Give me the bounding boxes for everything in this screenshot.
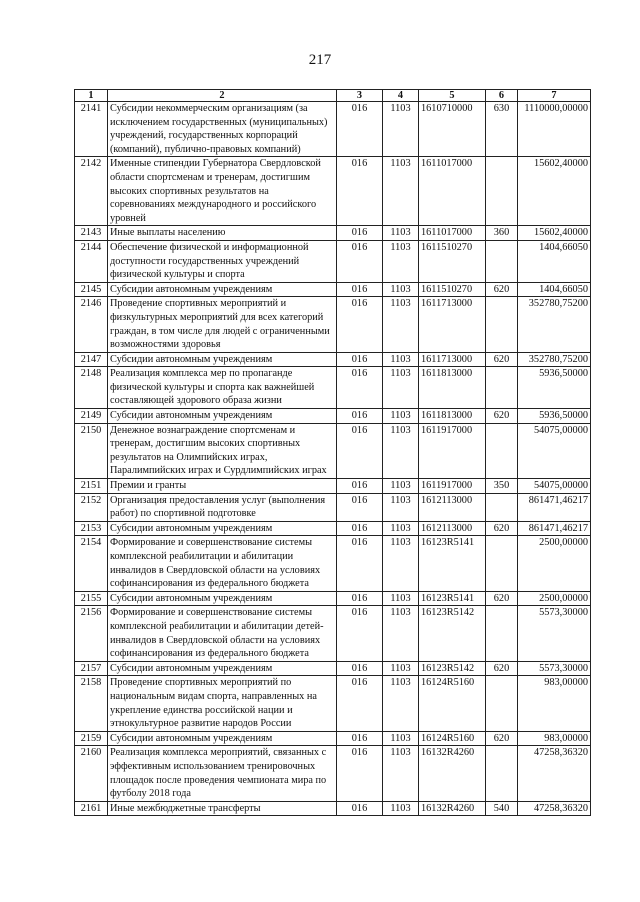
table-row	[75, 676, 591, 731]
expense-type-cell: 620	[486, 521, 518, 536]
row-number-cell: 2152	[75, 493, 108, 521]
ministry-code-cell: 016	[337, 226, 383, 241]
expense-type-cell	[486, 493, 518, 521]
table-row	[75, 591, 591, 606]
item-name-cell: Обеспечение физической и информационной доступности государственных учреждений физической культуры и спорта	[108, 240, 337, 282]
item-name-cell: Субсидии автономным учреждениям	[108, 661, 337, 676]
amount-cell: 1110000,00000	[518, 102, 591, 157]
amount-cell: 983,00000	[518, 731, 591, 746]
item-name-cell: Проведение спортивных мероприятий по национальным видам спорта, направленных на укрепление единства российской нации и этнокультурное развитие народов России	[108, 676, 337, 731]
expense-type-cell	[486, 157, 518, 226]
section-code-cell: 1103	[383, 746, 419, 801]
target-article-cell: 16123R5142	[419, 606, 486, 661]
table-row	[75, 479, 591, 494]
row-number-cell: 2141	[75, 102, 108, 157]
expense-type-cell: 620	[486, 282, 518, 297]
table-row	[75, 367, 591, 409]
row-number-cell: 2142	[75, 157, 108, 226]
ministry-code-cell: 016	[337, 661, 383, 676]
amount-cell: 5936,50000	[518, 409, 591, 424]
ministry-code-cell: 016	[337, 731, 383, 746]
target-article-cell: 1611713000	[419, 297, 486, 352]
amount-cell: 352780,75200	[518, 297, 591, 352]
expense-type-cell: 350	[486, 479, 518, 494]
item-name-cell: Субсидии некоммерческим организациям (за исключением государственных (муниципальных) учреждений, государственных корпораций (компаний), публично-правовых компаний)	[108, 102, 337, 157]
row-number-cell: 2147	[75, 352, 108, 367]
section-code-cell: 1103	[383, 731, 419, 746]
target-article-cell: 1611813000	[419, 367, 486, 409]
amount-cell: 5573,30000	[518, 661, 591, 676]
section-code-cell: 1103	[383, 606, 419, 661]
section-code-cell: 1103	[383, 157, 419, 226]
expense-type-cell: 540	[486, 801, 518, 816]
item-name-cell: Проведение спортивных мероприятий и физкультурных мероприятий для всех категорий граждан, в том числе для людей с ограниченными возможностями здоровья	[108, 297, 337, 352]
table-row	[75, 240, 591, 282]
amount-cell: 983,00000	[518, 676, 591, 731]
ministry-code-cell: 016	[337, 409, 383, 424]
table-row	[75, 102, 591, 157]
target-article-cell: 1611017000	[419, 226, 486, 241]
item-name-cell: Субсидии автономным учреждениям	[108, 521, 337, 536]
expense-type-cell	[486, 367, 518, 409]
target-article-cell: 1612113000	[419, 493, 486, 521]
target-article-cell: 1611813000	[419, 409, 486, 424]
section-code-cell: 1103	[383, 801, 419, 816]
section-code-cell: 1103	[383, 297, 419, 352]
section-code-cell: 1103	[383, 536, 419, 591]
target-article-cell: 1611917000	[419, 479, 486, 494]
table-row	[75, 746, 591, 801]
expense-type-cell: 620	[486, 661, 518, 676]
header-cell: 2	[108, 90, 337, 102]
header-cell: 5	[419, 90, 486, 102]
target-article-cell: 16132R4260	[419, 801, 486, 816]
ministry-code-cell: 016	[337, 521, 383, 536]
row-number-cell: 2149	[75, 409, 108, 424]
amount-cell: 15602,40000	[518, 226, 591, 241]
ministry-code-cell: 016	[337, 157, 383, 226]
item-name-cell: Субсидии автономным учреждениям	[108, 282, 337, 297]
header-cell: 4	[383, 90, 419, 102]
row-number-cell: 2158	[75, 676, 108, 731]
header-cell: 1	[75, 90, 108, 102]
item-name-cell: Премии и гранты	[108, 479, 337, 494]
ministry-code-cell: 016	[337, 479, 383, 494]
header-cell: 6	[486, 90, 518, 102]
row-number-cell: 2153	[75, 521, 108, 536]
ministry-code-cell: 016	[337, 240, 383, 282]
target-article-cell: 16124R5160	[419, 731, 486, 746]
expense-type-cell: 620	[486, 731, 518, 746]
ministry-code-cell: 016	[337, 536, 383, 591]
expense-type-cell	[486, 746, 518, 801]
item-name-cell: Иные выплаты населению	[108, 226, 337, 241]
target-article-cell: 16124R5160	[419, 676, 486, 731]
item-name-cell: Денежное вознаграждение спортсменам и тренерам, достигшим высоких спортивных результатов на Олимпийских играх, Паралимпийских играх и Сурдлимпийских играх	[108, 423, 337, 478]
amount-cell: 861471,46217	[518, 493, 591, 521]
item-name-cell: Реализация комплекса мер по пропаганде физической культуры и спорта как важнейшей составляющей здорового образа жизни	[108, 367, 337, 409]
table-row	[75, 536, 591, 591]
amount-cell: 47258,36320	[518, 746, 591, 801]
target-article-cell: 1610710000	[419, 102, 486, 157]
target-article-cell: 16123R5142	[419, 661, 486, 676]
expense-type-cell	[486, 676, 518, 731]
amount-cell: 1404,66050	[518, 282, 591, 297]
row-number-cell: 2156	[75, 606, 108, 661]
section-code-cell: 1103	[383, 282, 419, 297]
row-number-cell: 2154	[75, 536, 108, 591]
section-code-cell: 1103	[383, 479, 419, 494]
ministry-code-cell: 016	[337, 423, 383, 478]
section-code-cell: 1103	[383, 367, 419, 409]
item-name-cell: Формирование и совершенствование системы комплексной реабилитации и абилитации детей-инвалидов в Свердловской области на условиях софинансирования из федерального бюджета	[108, 606, 337, 661]
target-article-cell: 1611510270	[419, 240, 486, 282]
ministry-code-cell: 016	[337, 297, 383, 352]
item-name-cell: Субсидии автономным учреждениям	[108, 352, 337, 367]
row-number-cell: 2157	[75, 661, 108, 676]
section-code-cell: 1103	[383, 240, 419, 282]
item-name-cell: Иные межбюджетные трансферты	[108, 801, 337, 816]
section-code-cell: 1103	[383, 676, 419, 731]
expense-type-cell	[486, 606, 518, 661]
table-row	[75, 352, 591, 367]
header-cell: 7	[518, 90, 591, 102]
row-number-cell: 2151	[75, 479, 108, 494]
row-number-cell: 2148	[75, 367, 108, 409]
page-number: 217	[308, 52, 332, 68]
section-code-cell: 1103	[383, 226, 419, 241]
table-row	[75, 661, 591, 676]
ministry-code-cell: 016	[337, 801, 383, 816]
table-row	[75, 801, 591, 816]
amount-cell: 2500,00000	[518, 536, 591, 591]
amount-cell: 861471,46217	[518, 521, 591, 536]
expense-type-cell: 620	[486, 591, 518, 606]
ministry-code-cell: 016	[337, 367, 383, 409]
row-number-cell: 2143	[75, 226, 108, 241]
expense-type-cell: 620	[486, 409, 518, 424]
ministry-code-cell: 016	[337, 746, 383, 801]
target-article-cell: 1612113000	[419, 521, 486, 536]
item-name-cell: Именные стипендии Губернатора Свердловской области спортсменам и тренерам, достигшим высоких спортивных результатов на соревнованиях международного и российского уровней	[108, 157, 337, 226]
section-code-cell: 1103	[383, 661, 419, 676]
row-number-cell: 2144	[75, 240, 108, 282]
row-number-cell: 2155	[75, 591, 108, 606]
row-number-cell: 2146	[75, 297, 108, 352]
ministry-code-cell: 016	[337, 102, 383, 157]
target-article-cell: 16132R4260	[419, 746, 486, 801]
table-row	[75, 409, 591, 424]
expense-type-cell: 630	[486, 102, 518, 157]
target-article-cell: 1611017000	[419, 157, 486, 226]
table-row	[75, 282, 591, 297]
item-name-cell: Субсидии автономным учреждениям	[108, 591, 337, 606]
expense-type-cell	[486, 297, 518, 352]
ministry-code-cell: 016	[337, 606, 383, 661]
amount-cell: 15602,40000	[518, 157, 591, 226]
expense-type-cell	[486, 423, 518, 478]
amount-cell: 5573,30000	[518, 606, 591, 661]
target-article-cell: 1611917000	[419, 423, 486, 478]
item-name-cell: Формирование и совершенствование системы комплексной реабилитации и абилитации инвалидов в Свердловской области на условиях софинансирования из федерального бюджета	[108, 536, 337, 591]
item-name-cell: Субсидии автономным учреждениям	[108, 409, 337, 424]
item-name-cell: Субсидии автономным учреждениям	[108, 731, 337, 746]
ministry-code-cell: 016	[337, 493, 383, 521]
item-name-cell: Реализация комплекса мероприятий, связанных с эффективным использованием тренировочных площадок после проведения чемпионата мира по футболу 2018 года	[108, 746, 337, 801]
table-row	[75, 226, 591, 241]
table-row	[75, 606, 591, 661]
section-code-cell: 1103	[383, 102, 419, 157]
amount-cell: 54075,00000	[518, 423, 591, 478]
table-row	[75, 493, 591, 521]
table-row	[75, 157, 591, 226]
section-code-cell: 1103	[383, 352, 419, 367]
ministry-code-cell: 016	[337, 676, 383, 731]
expense-type-cell	[486, 240, 518, 282]
row-number-cell: 2160	[75, 746, 108, 801]
target-article-cell: 16123R5141	[419, 591, 486, 606]
amount-cell: 1404,66050	[518, 240, 591, 282]
row-number-cell: 2161	[75, 801, 108, 816]
ministry-code-cell: 016	[337, 282, 383, 297]
ministry-code-cell: 016	[337, 352, 383, 367]
expense-type-cell: 360	[486, 226, 518, 241]
row-number-cell: 2150	[75, 423, 108, 478]
table-row	[75, 423, 591, 478]
budget-table	[74, 89, 591, 816]
amount-cell: 2500,00000	[518, 591, 591, 606]
amount-cell: 5936,50000	[518, 367, 591, 409]
expense-type-cell: 620	[486, 352, 518, 367]
section-code-cell: 1103	[383, 591, 419, 606]
section-code-cell: 1103	[383, 493, 419, 521]
target-article-cell: 1611713000	[419, 352, 486, 367]
amount-cell: 352780,75200	[518, 352, 591, 367]
ministry-code-cell: 016	[337, 591, 383, 606]
target-article-cell: 1611510270	[419, 282, 486, 297]
row-number-cell: 2145	[75, 282, 108, 297]
table-row	[75, 731, 591, 746]
item-name-cell: Организация предоставления услуг (выполнения работ) по спортивной подготовке	[108, 493, 337, 521]
amount-cell: 54075,00000	[518, 479, 591, 494]
section-code-cell: 1103	[383, 409, 419, 424]
table-row	[75, 521, 591, 536]
section-code-cell: 1103	[383, 521, 419, 536]
header-row	[75, 90, 591, 102]
amount-cell: 47258,36320	[518, 801, 591, 816]
table-row	[75, 297, 591, 352]
expense-type-cell	[486, 536, 518, 591]
section-code-cell: 1103	[383, 423, 419, 478]
row-number-cell: 2159	[75, 731, 108, 746]
header-cell: 3	[337, 90, 383, 102]
target-article-cell: 16123R5141	[419, 536, 486, 591]
